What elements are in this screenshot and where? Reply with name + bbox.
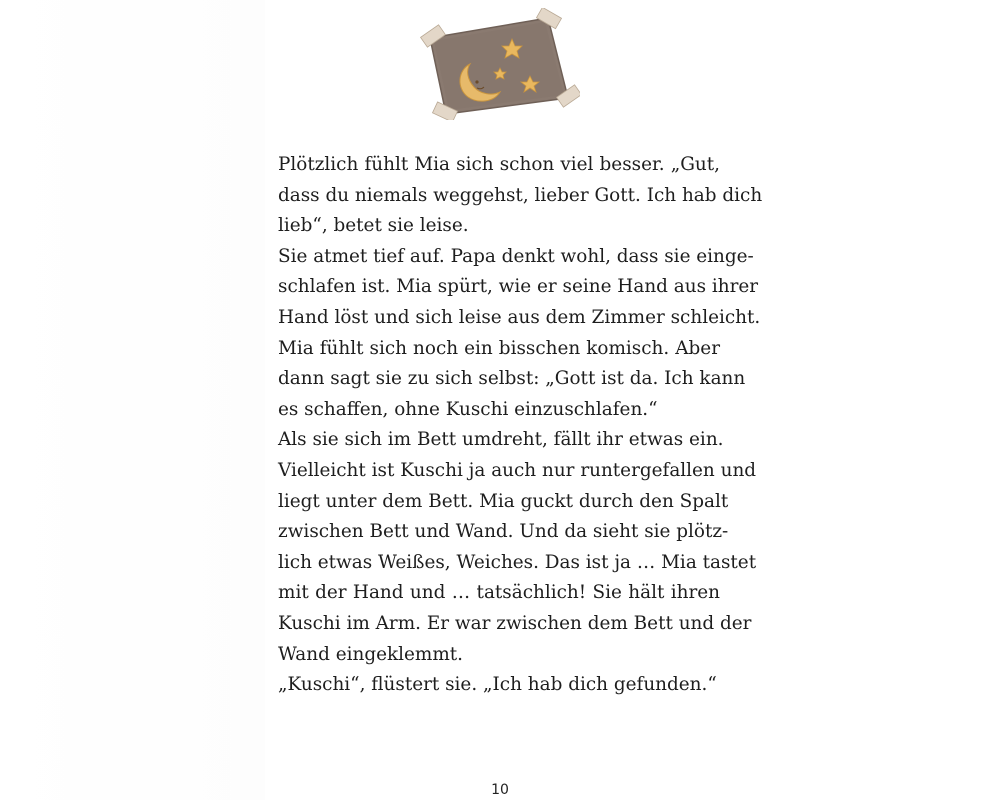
text-line: lich etwas Weißes, Weiches. Das ist ja … Mia tastet [278, 551, 757, 573]
text-line: Plötzlich fühlt Mia sich schon viel besser. „Gut, [278, 154, 720, 175]
page-background [0, 0, 265, 800]
text-line: Kuschi im Arm. Er war zwischen dem Bett und der [278, 612, 752, 634]
text-line: lieb“, betet sie leise. [278, 215, 469, 237]
page-number: 10 [491, 782, 509, 798]
text-line: Sie atmet tief auf. Papa denkt wohl, dass sie einge- [278, 245, 754, 267]
text-line: Wand eingeklemmt. [278, 643, 464, 665]
story-text [278, 150, 763, 701]
text-line: Als sie sich im Bett umdreht, fällt ihr etwas ein. [278, 429, 724, 451]
text-line: dass du niemals weggehst, lieber Gott. Ich hab dich [278, 184, 763, 206]
text-line: Hand löst und sich leise aus dem Zimmer schleicht. [278, 306, 761, 328]
text-line: dann sagt sie zu sich selbst: „Gott ist da. Ich kann [278, 368, 746, 390]
text-line: mit der Hand und … tatsächlich! Sie hält ihren [278, 582, 720, 604]
night-sky-picture-icon [408, 8, 580, 120]
text-line: schlafen ist. Mia spürt, wie er seine Hand aus ihrer [278, 276, 759, 298]
text-line: „Kuschi“, flüstert sie. „Ich hab dich gefunden.“ [278, 674, 717, 696]
text-line: Vielleicht ist Kuschi ja auch nur runtergefallen und [278, 459, 757, 481]
text-line: liegt unter dem Bett. Mia guckt durch den Spalt [278, 490, 729, 512]
picture-board [430, 18, 568, 114]
text-line: es schaffen, ohne Kuschi einzuschlafen.“ [278, 398, 658, 420]
text-line: zwischen Bett und Wand. Und da sieht sie plötz- [278, 521, 729, 543]
text-line: Mia fühlt sich noch ein bisschen komisch. Aber [278, 337, 720, 359]
